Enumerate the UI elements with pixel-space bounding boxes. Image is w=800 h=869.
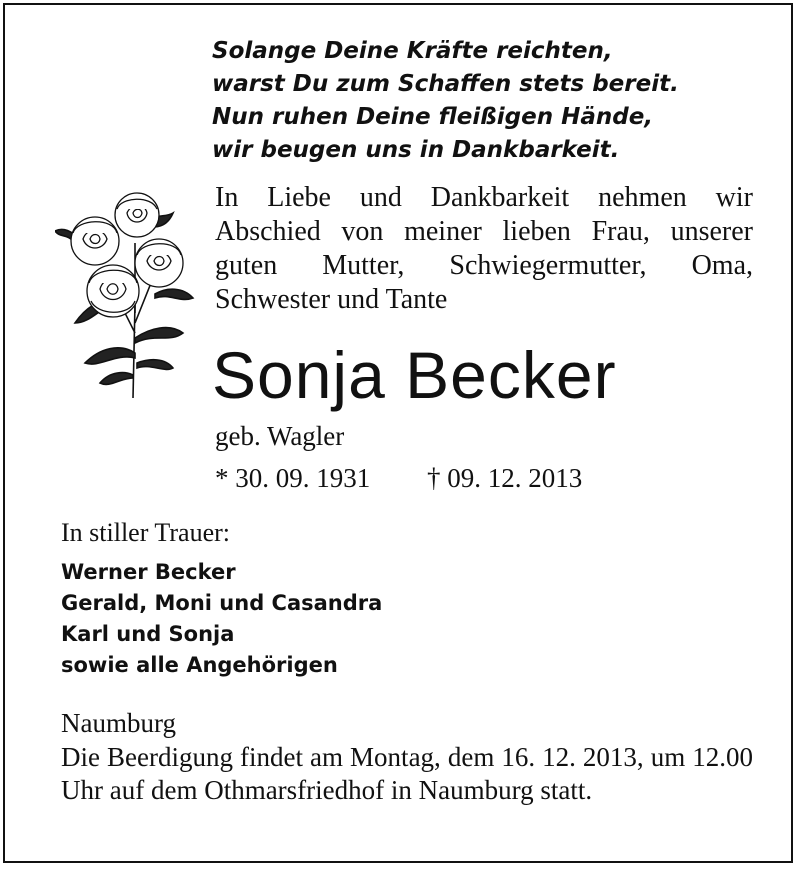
memorial-poem (212, 35, 772, 167)
mourner-name: Karl und Sonja (61, 622, 235, 646)
maiden-name: geb. Wagler (215, 421, 345, 451)
poem-line: Nun ruhen Deine fleißigen Hände, (212, 104, 654, 130)
place-name: Naumburg (61, 708, 176, 738)
funeral-notice: Die Beerdigung findet am Montag, dem 16. 12. 2013, um 12.00 Uhr auf dem Othmarsfriedhof in Naumburg statt. (61, 742, 753, 805)
life-dates (215, 463, 582, 494)
mourning-heading: In stiller Trauer: (61, 518, 230, 547)
deceased-name: Sonja Becker (212, 338, 617, 412)
mourner-name: Werner Becker (61, 560, 236, 584)
farewell-text: In Liebe und Dankbarkeit nehmen wir Abschied von meiner lieben Frau, unserer guten Mutter, Schwiegermutter, Oma, Schwester und Tante (215, 182, 753, 315)
poem-line: warst Du zum Schaffen stets bereit. (212, 71, 679, 97)
mourner-name: Gerald, Moni und Casandra (61, 591, 383, 615)
poem-line: Solange Deine Kräfte reichten, (212, 38, 613, 64)
death-date: † 09. 12. 2013 (427, 463, 583, 493)
birth-date: * 30. 09. 1931 (215, 463, 371, 493)
roses-icon (55, 183, 195, 403)
obituary-frame (3, 3, 793, 863)
mourners-list (61, 557, 382, 681)
mourner-name: sowie alle Angehörigen (61, 653, 338, 677)
poem-line: wir beugen uns in Dankbarkeit. (212, 137, 620, 163)
